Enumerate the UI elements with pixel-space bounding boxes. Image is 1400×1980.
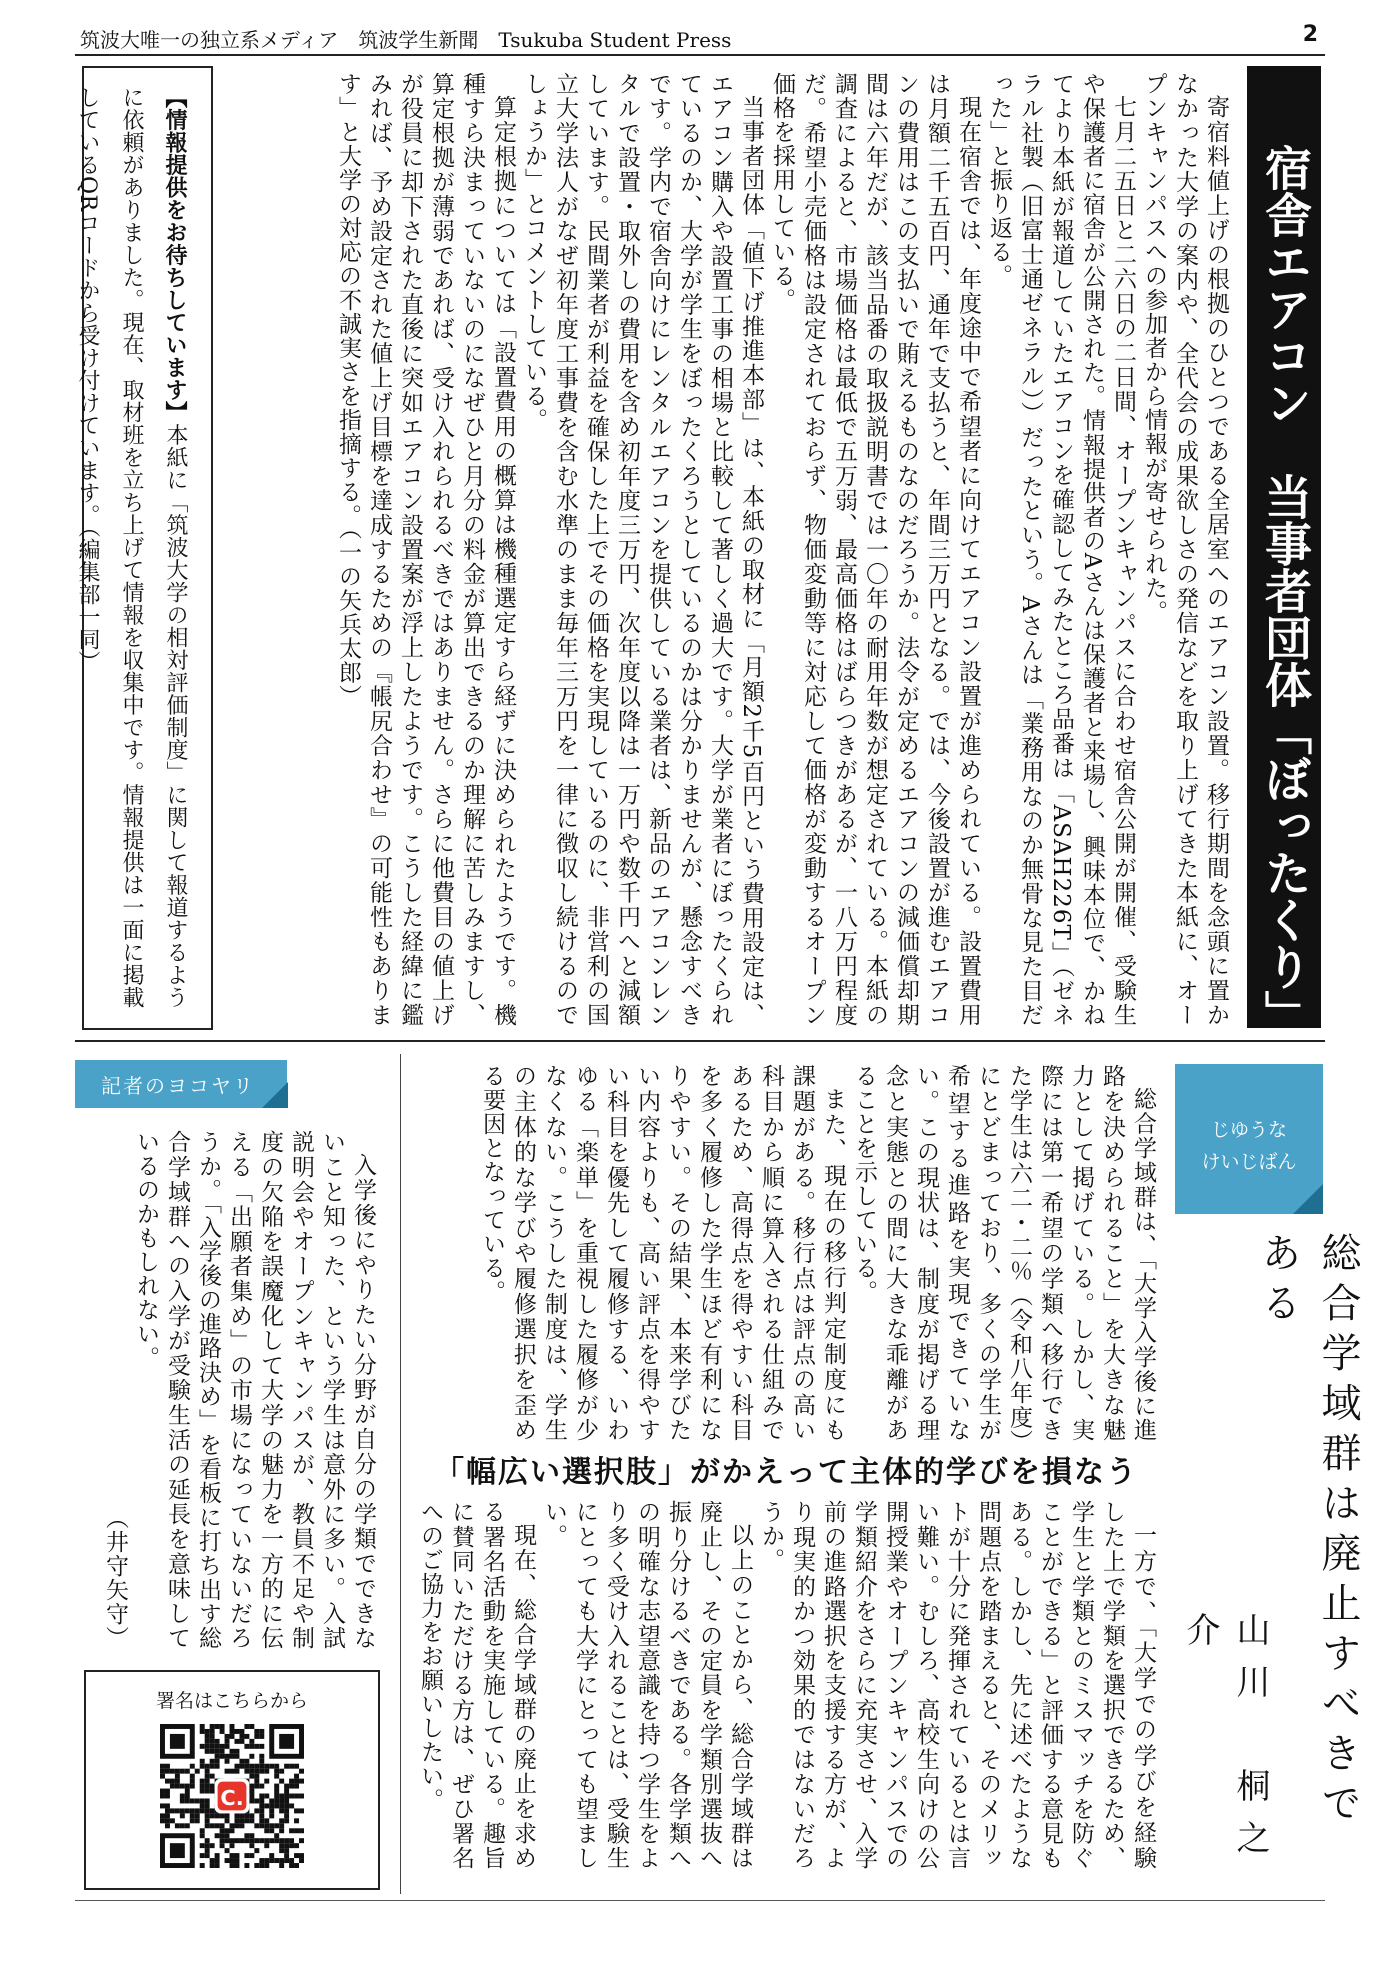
qr-label: 署名はこちらから [155, 1690, 308, 1712]
opinion-paragraph: 総合学域群は、「大学入学後に進路を決められること」を大きな魅力として掲げている。しかし、実際には第一希望の学類へ移行できた学生は六二・二％（令和八年度）にとどまっており、多くの学生が希望する進路を実現できていない。この現状は、制度が掲げる理念と実態との間に大きな乖離があることを示している。 [851, 1064, 1156, 1442]
yokoyari-tag [75, 1060, 287, 1108]
qr-box [84, 1670, 380, 1890]
opinion-body-upper [418, 1064, 1158, 1442]
opinion-author: 山川 桐之介 [1180, 1612, 1270, 1872]
qr-code-icon[interactable] [160, 1724, 304, 1868]
notice-text [65, 86, 197, 1011]
headline: 宿舎エアコン 当事者団体「ぼったくり」 [1257, 143, 1312, 1037]
section-rule [75, 1040, 1325, 1042]
article-paragraph: 七月二五日と二六日の二日間、オープンキャンパスに合わせ宿舎公開が開催、受験生や保護者に宿舎が公開された。情報提供者のAさんは保護者と来場し、興味本位で、かねてより本紙が報道していたエアコンを確認してみたところ品番は「ASAH226T」（ゼネラル社製（旧富士通ゼネラル））だったという。Aさんは「業務用なのか無骨な見た目だった」と振り返る。 [986, 72, 1136, 1027]
article-paragraph: 当事者団体「値下げ推進本部」は、本紙の取材に「月額2千5百円という費用設定は、エアコン購入や設置工事の相場と比較して著しく過大です。大学が業者にぼったくられているのか、大学が学生をぼったくろうとしているのかは分かりませんが、懸念すべきです。学内で宿舎向けにレンタルエアコンを提供している業者は、新品のエアコンレンタルで設置・取外しの費用を含め初年度三万円、次年度以降は一万円や数千円へと減額しています。民間業者が利益を確保した上でその価格を実現しているのに、非営利の国立大学法人がなぜ初年度工事費を含む水準のまま毎年三万円を一律に徴収し続けるのでしょうか」とコメントしている。 [521, 72, 764, 1027]
reporter-column-body [82, 1130, 378, 1650]
column-divider [400, 1054, 401, 1894]
jiyuu-keijiban-tag [1175, 1064, 1323, 1214]
reporter-paragraph: 入学後にやりたい分野が自分の学類でできないこと知った、という学生は意外に多い。入試説明会やオープンキャンパスが、教員不足や制度の欠陥を誤魔化して大学の魅力を一方的に伝える「出願者集め」の市場になっていないだろうか。「入学後の進路決め」を看板に打ち出す総合学域群への入学が受験生活の延長を意味しているのかもしれない。 [133, 1130, 376, 1651]
opinion-paragraph: 以上のことから、総合学域群は廃止し、その定員を学類別選抜へ振り分けるべきである。各学類への明確な志望意識を持つ学生をより多く受け入れることは、受験生にとっても大学にとっても望ましい。 [541, 1500, 753, 1870]
article-paragraph: 算定根拠については「設置費用の概算は機種選定すら経ずに決められたようです。機種すら決まっていないのになぜひと月分の料金が算出できるのか理解に苦しみますし、算定根拠が薄弱であれば、受け入れられるべきではありません。さらに他費目の値上げが役員に却下された直後に突如エアコン設置案が浮上したようです。こうした経緯に鑑みれば、予め設定された値上げ目標を達成するための『帳尻合わせ』の可能性もあります」と大学の対応の不誠実さを指摘する。（一の矢兵太郎） [335, 72, 516, 1027]
headline-bar [1247, 66, 1321, 1037]
article-paragraph: 現在宿舎では、年度途中で希望者に向けてエアコン設置が進められている。設置費用は月額二千五百円、通年で支払うと、年間三万円となる。では、今後設置が進むエアコンの費用はこの支払いで賄えるものなのだろうか。法令が定めるエアコンの減価償却期間は六年だが、該当品番の取扱説明書では一〇年の耐用年数が想定されている。本紙の調査によると、市場価格は最低で五万弱、最高価格はばらつきがあるが、一八万円程度だ。希望小売価格は設定されておらず、物価変動等に対応して価格が変動するオープン価格を採用している。 [769, 72, 981, 1027]
page-number: 2 [1302, 22, 1318, 47]
masthead: 筑波大唯一の独立系メディア 筑波学生新聞 Tsukuba Student Press [80, 28, 732, 52]
opinion-body-lower [418, 1500, 1158, 1870]
tag-fold [1293, 1184, 1323, 1214]
tag-label: 記者のヨコヤリ [101, 1074, 255, 1098]
opinion-title: 総合学域群は廃止すべきである [1255, 1232, 1361, 1832]
notice-lead: 【情報提供をお待ちしています】 [162, 86, 188, 424]
opinion-subheadline: 「幅広い選択肢」がかえって主体的学びを損なう [434, 1455, 1138, 1490]
notice-body: 本紙に「筑波大学の相対評価制度」に関して報道するように依頼がありました。現在、取材班を立ち上げて情報を収集中です。情報提供は一面に掲載しているQRコードから受け付けています。（編集部一同） [75, 86, 188, 1009]
reporter-signature: （井守矢守） [102, 1506, 128, 1650]
tag-label: じゆうな けいじばん [1201, 1119, 1297, 1173]
opinion-paragraph: また、現在の移行判定制度にも課題がある。移行点は評点の高い科目から順に算入される仕組みであるため、高得点を得やすい科目を多く履修した学生ほど有利になりやすい。その結果、本来学びたい内容よりも、高い評点を得やすい科目を優先して履修する、いわゆる「楽単」を重視した履修が少なくない。こうした制度は、学生の主体的な学びや履修選択を歪める要因となっている。 [479, 1064, 846, 1442]
tag-fold [262, 1082, 288, 1108]
opinion-paragraph: 現在、総合学域群の廃止を求める署名活動を実施している。趣旨に賛同いただける方は、ぜひ署名へのご協力をお願いしたい。 [417, 1500, 536, 1870]
header-rule [75, 54, 1325, 56]
article-paragraph: 寄宿料値上げの根拠のひとつである全居室へのエアコン設置。移行期間を念頭に置かなかった大学の案内や、全代会の成果欲しさの発信などを取り上げてきた本紙に、オープンキャンパスへの参加者から情報が寄せられた。 [1141, 72, 1229, 1027]
qr-badge-text: C. [220, 1785, 244, 1810]
top-article-body [225, 72, 1231, 1027]
footer-rule [75, 1900, 1325, 1901]
opinion-paragraph: 一方で、「大学での学びを経験した上で学類を選択できるため、学生と学類とのミスマッチを防ぐことができる」と評価する意見もある。しかし、先に述べたような問題点を踏まえると、そのメリットが十分に発揮されているとは言い難い。むしろ、高校生向けの公開授業やオープンキャンパスでの学類紹介をさらに充実させ、入学前の進路選択を支援する方が、より現実的かつ効果的ではないだろうか。 [758, 1500, 1156, 1870]
notice-box [75, 66, 213, 1030]
